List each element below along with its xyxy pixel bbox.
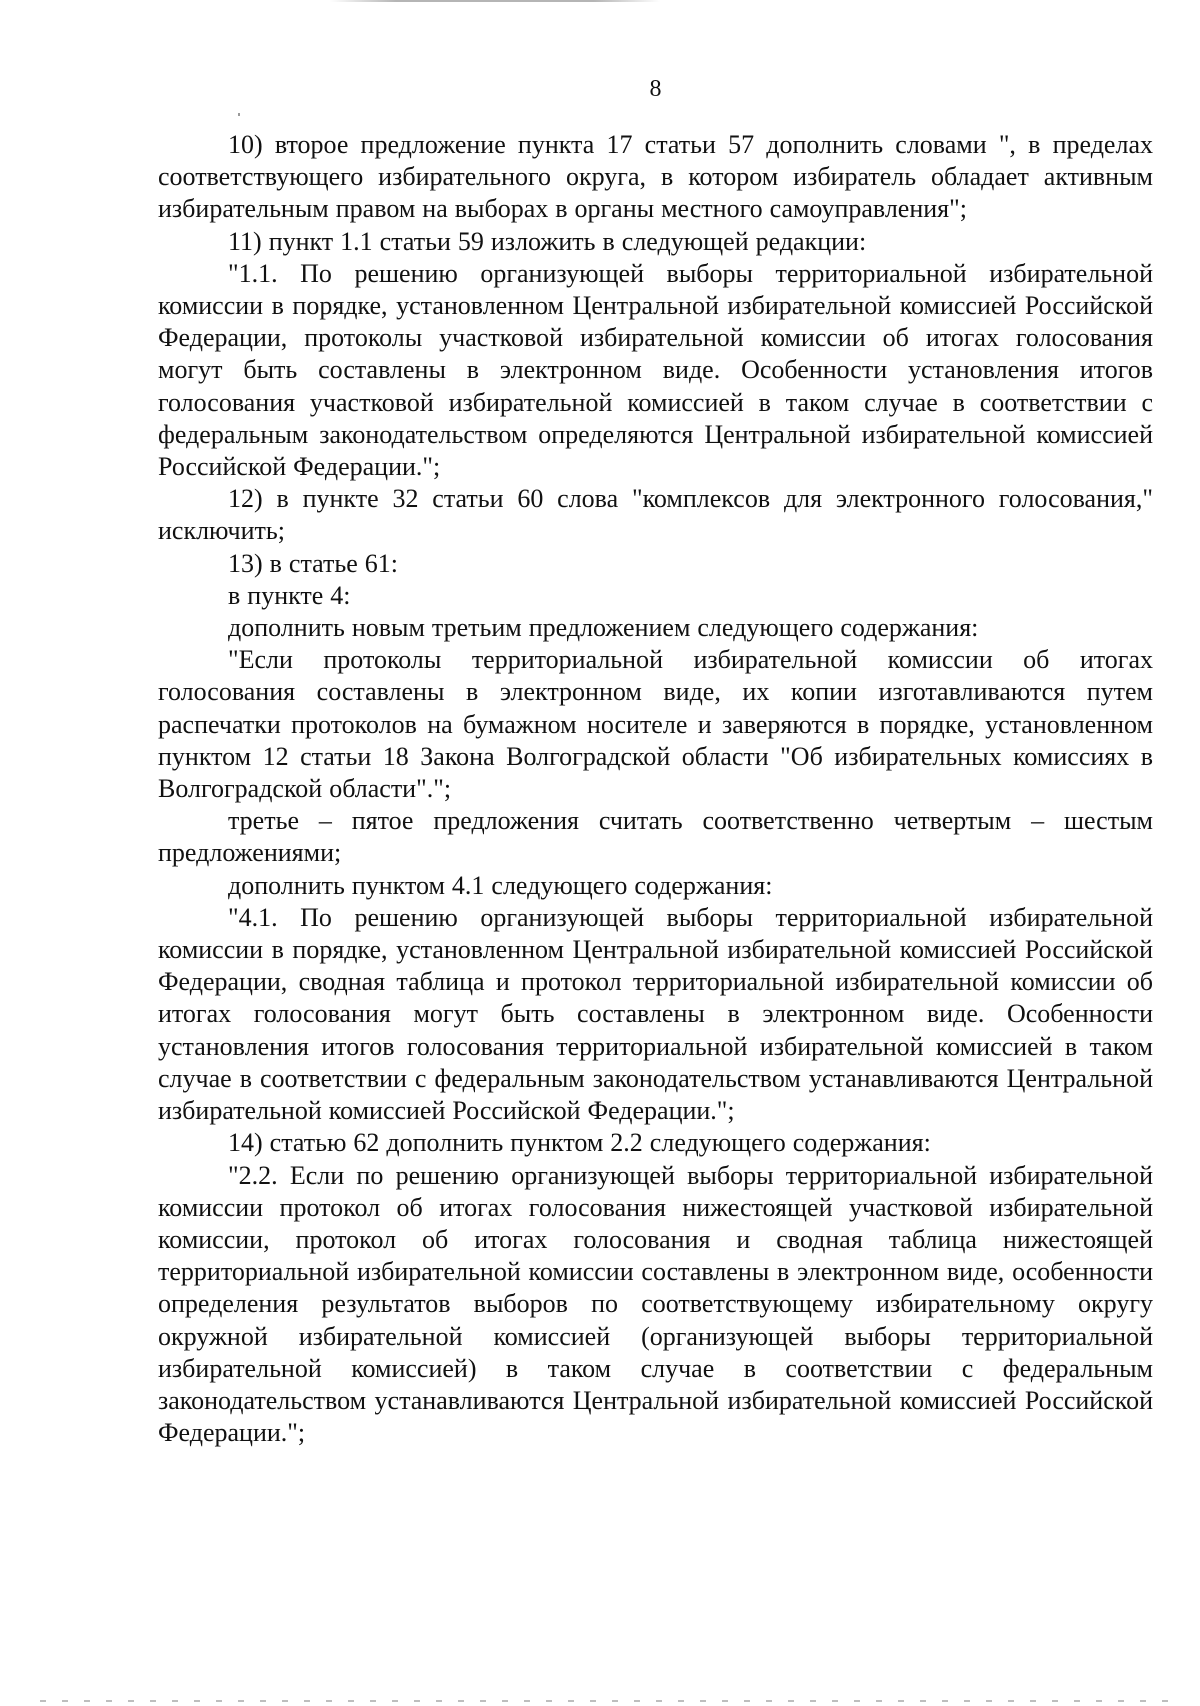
paragraph-renumber: третье – пятое предложения считать соответственно четвертым – шестым предложениями; [158, 806, 1153, 868]
paragraph-add-point-4-1: дополнить пунктом 4.1 следующего содержания: [228, 870, 773, 900]
scan-edge-bottom [40, 1700, 1170, 1702]
paragraph-quote-4-1: "4.1. По решению организующей выборы территориальной избирательной комиссии в порядке, установленном Центральной избирательной комиссией Российской Федерации, сводная таблица и протокол территориальной избирательной комиссии об итогах голосования могут быть составлены в электронном виде. Особенности установления итогов голосования территориальной избирательной комиссией в таком случае в соответствии с федеральным законодательством устанавливаются Центральной избирательной комиссией Российской Федерации."; [158, 902, 1153, 1126]
paragraph-point-4: в пункте 4: [228, 580, 351, 610]
paragraph-item-13: 13) в статье 61: [228, 548, 399, 578]
page-number: 8 [649, 76, 662, 102]
paragraph-item-14: 14) статью 62 дополнить пунктом 2.2 следующего содержания: [228, 1128, 931, 1158]
paragraph-quote-protocols: "Если протоколы территориальной избирательной комиссии об итогах голосования составлены в электронном виде, их копии изготавливаются путем распечатки протоколов на бумажном носителе и заверяются в порядке, установленном пунктом 12 статьи 18 Закона Волгоградской области "Об избирательных комиссиях в Волгоградской области"."; [158, 645, 1153, 804]
paragraph-item-12: 12) в пункте 32 статьи 60 слова "комплексов для электронного голосования," исключить; [158, 484, 1153, 546]
document-body [158, 129, 1153, 1449]
paragraph-quote-2-2: "2.2. Если по решению организующей выборы территориальной избирательной комиссии протокол об итогах голосования нижестоящей участковой избирательной комиссии, протокол об итогах голосования и сводная таблица нижестоящей территориальной избирательной комиссии составлены в электронном виде, особенности определения результатов выборов по соответствующему избирательному округу окружной избирательной комиссией (организующей выборы территориальной избирательной комиссией) в таком случае в соответствии с федеральным законодательством устанавливаются Центральной избирательной комиссией Российской Федерации."; [158, 1160, 1153, 1448]
scan-speck [238, 113, 240, 116]
paragraph-add-sentence: дополнить новым третьим предложением следующего содержания: [228, 613, 979, 643]
paragraph-item-10: 10) второе предложение пункта 17 статьи 57 дополнить словами ", в пределах соответствующего избирательного округа, в котором избиратель обладает активным избирательным правом на выборах в органы местного самоуправления"; [158, 130, 1153, 224]
paragraph-item-11: 11) пункт 1.1 статьи 59 изложить в следующей редакции: [228, 226, 867, 256]
scan-edge-top [330, 0, 660, 2]
paragraph-quote-1-1: "1.1. По решению организующей выборы территориальной избирательной комиссии в порядке, установленном Центральной избирательной комиссией Российской Федерации, протоколы участковой избирательной комиссии об итогах голосования могут быть составлены в электронном виде. Особенности установления итогов голосования участковой избирательной комиссией в таком случае в соответствии с федеральным законодательством определяются Центральной избирательной комиссией Российской Федерации."; [158, 258, 1153, 482]
